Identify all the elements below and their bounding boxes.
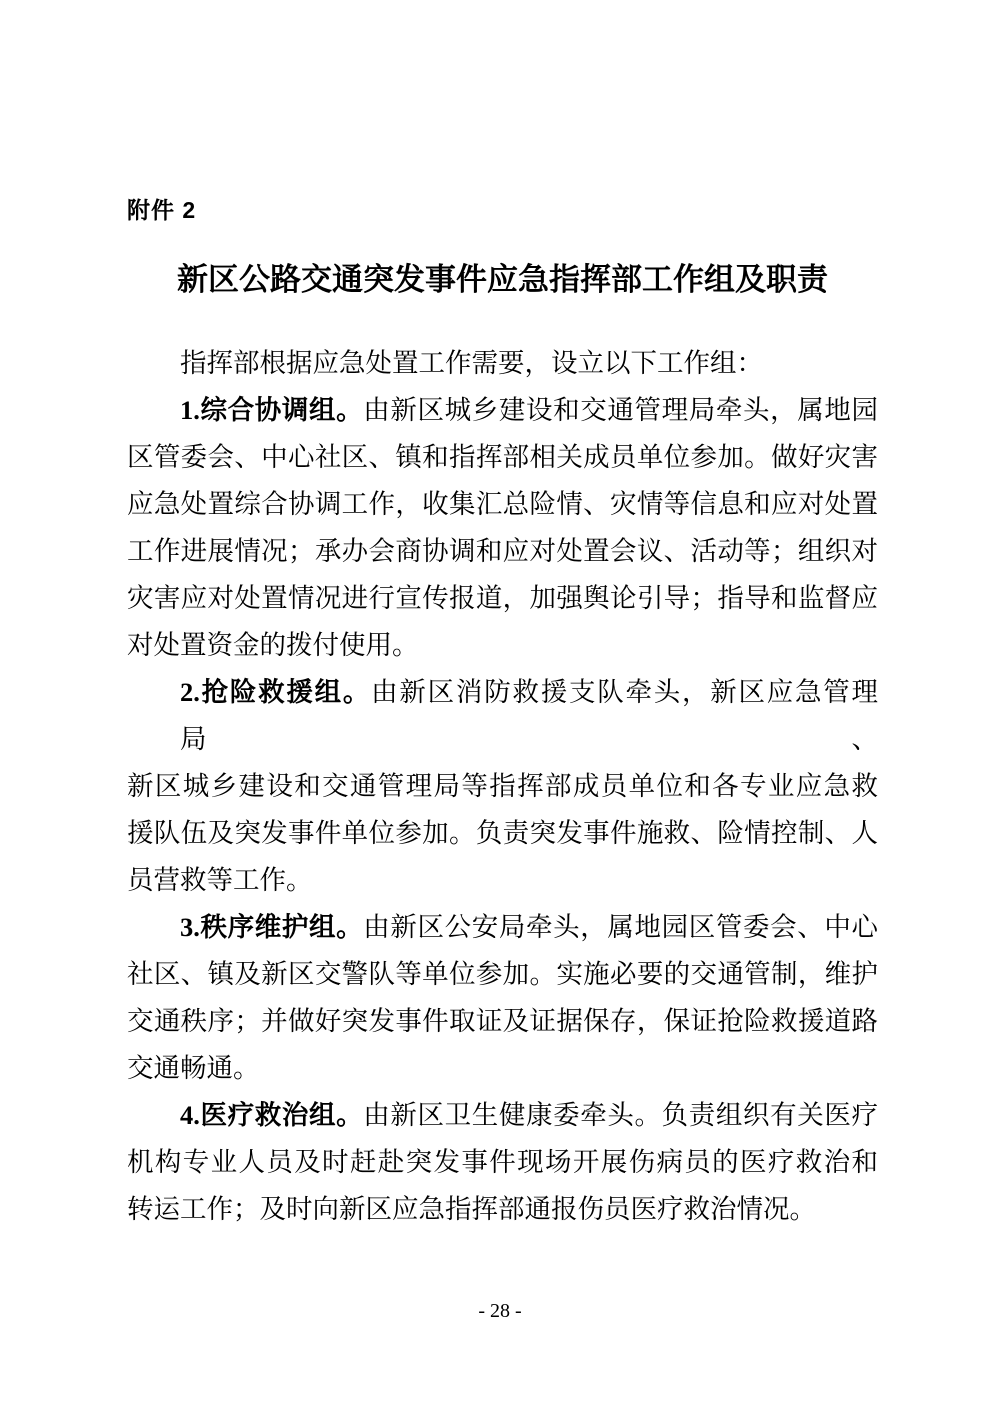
section-lead: 4.医疗救治组。 xyxy=(180,1100,364,1130)
section-lead: 3.秩序维护组。 xyxy=(180,912,364,942)
section-last-line: 交通畅通。 xyxy=(127,1053,260,1083)
section-first-line xyxy=(127,387,878,434)
section-first-line xyxy=(127,669,878,763)
section-1 xyxy=(127,387,878,669)
section-4 xyxy=(127,1092,878,1233)
section-line: 灾害应对处置情况进行宣传报道，加强舆论引导；指导和监督应 xyxy=(127,583,878,613)
document-title: 新区公路交通突发事件应急指挥部工作组及职责 xyxy=(177,262,828,297)
section-line: 机构专业人员及时赶赴突发事件现场开展伤病员的医疗救治和 xyxy=(127,1147,878,1177)
section-line: 新区城乡建设和交通管理局等指挥部成员单位和各专业应急救 xyxy=(127,771,878,801)
section-text: 由新区消防救援支队牵头，新区应急管理局、 xyxy=(180,677,879,754)
section-2 xyxy=(127,669,878,904)
section-last-line: 转运工作；及时向新区应急指挥部通报伤员医疗救治情况。 xyxy=(127,1194,816,1224)
intro-paragraph: 指挥部根据应急处置工作需要，设立以下工作组： xyxy=(180,348,763,378)
section-lead: 1.综合协调组。 xyxy=(180,395,364,425)
section-text: 由新区公安局牵头，属地园区管委会、中心 xyxy=(363,912,878,942)
section-first-line xyxy=(127,1092,878,1139)
section-lead: 2.抢险救援组。 xyxy=(180,677,372,707)
section-first-line xyxy=(127,904,878,951)
section-line: 应急处置综合协调工作，收集汇总险情、灾情等信息和应对处置 xyxy=(127,489,878,519)
section-line: 交通秩序；并做好突发事件取证及证据保存，保证抢险救援道路 xyxy=(127,1006,878,1036)
section-line: 工作进展情况；承办会商协调和应对处置会议、活动等；组织对 xyxy=(127,536,878,566)
document-body xyxy=(127,340,878,1233)
section-text: 由新区卫生健康委牵头。负责组织有关医疗 xyxy=(363,1100,878,1130)
section-line: 区管委会、中心社区、镇和指挥部相关成员单位参加。做好灾害 xyxy=(127,442,878,472)
section-3 xyxy=(127,904,878,1092)
section-line: 社区、镇及新区交警队等单位参加。实施必要的交通管制，维护 xyxy=(127,959,878,989)
section-line: 援队伍及突发事件单位参加。负责突发事件施救、险情控制、人 xyxy=(127,818,878,848)
section-last-line: 对处置资金的拨付使用。 xyxy=(127,630,419,660)
page-number: - 28 - xyxy=(478,1300,522,1322)
section-last-line: 员营救等工作。 xyxy=(127,865,313,895)
attachment-label: 附件 2 xyxy=(127,197,197,223)
section-text: 由新区城乡建设和交通管理局牵头，属地园 xyxy=(363,395,878,425)
